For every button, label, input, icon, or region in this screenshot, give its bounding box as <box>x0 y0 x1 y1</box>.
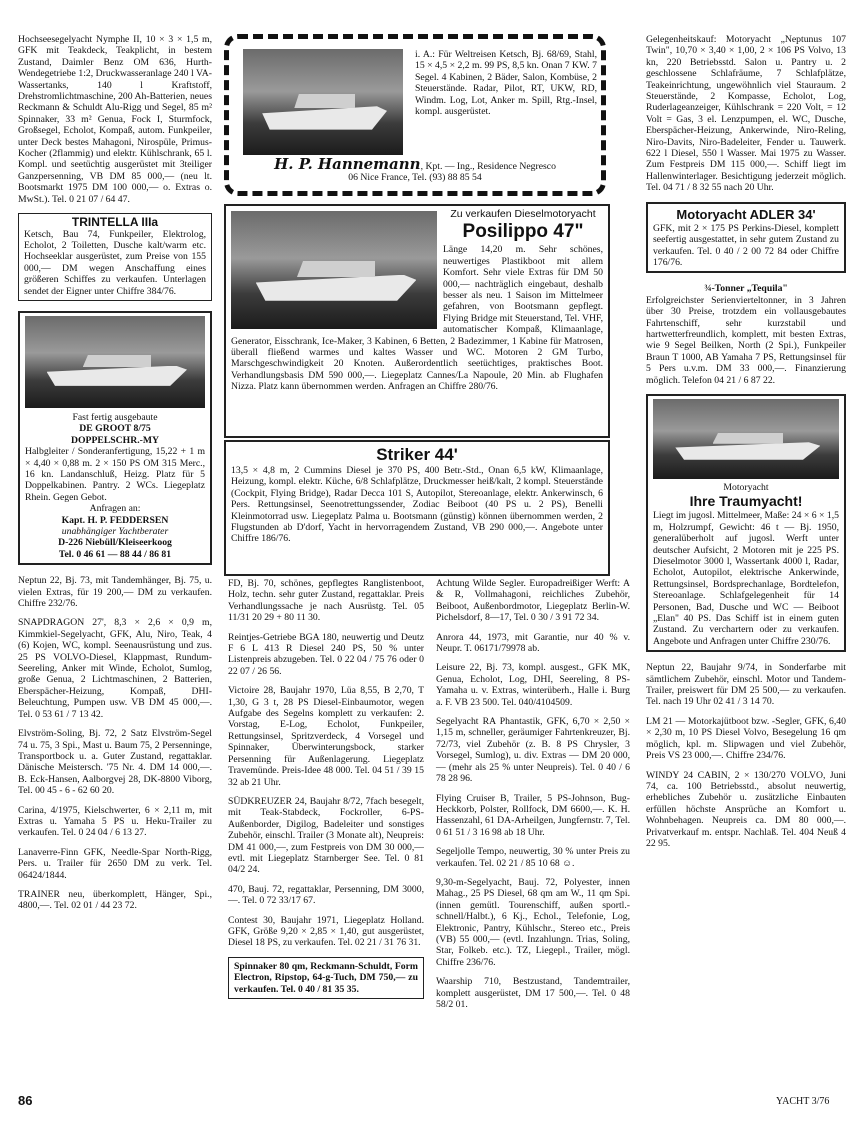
ad-snapdragon: SNAPDRAGON 27', 8,3 × 2,6 × 0,9 m, Kimmkiel-Segelyacht, GFK, Alu, Niro, Teak, 4 (6) Kojen, WC, kompl. Seenausrüstung und zus. 25 PS VOLVO-Diesel, Klappmast, Rundum-Seereling, Anker mit Winde, Echolot, Sumlog, große Genua, 2 Lichtmaschinen, 2 Batterien, Eberspächer-Heizung, Kompaß, DHI-Beleuchtung, Pumpen usw. VB DM 45 000,—. Tel. 0 53 61 / 7 13 42. <box>18 617 212 720</box>
ad-elvstrom: Elvström-Soling, Bj. 72, 2 Satz Elvström-Segel 74 u. 75, 3 Spi., Mast u. Baum 75, 2 Persenninge, Transportbock u. a. Guter Zustand, regattaklar. Dänische Meistersch. '75 Nr. 4. DM 14 000,—. B. Eck-Hansen, Aalborgvej 28, DK-8800 Viborg, Tel. 00 45 - 6 - 62 60 20. <box>18 728 212 797</box>
ad-neptun: Neptun 22, Bj. 73, mit Tandemhänger, Bj. 75, u. vielen Extras, für 19 200,— DM zu verkaufen. Chiffre 232/76. <box>18 575 212 610</box>
column-4 <box>646 34 846 857</box>
ad-windy: WINDY 24 CABIN, 2 × 130/270 VOLVO, Juni 74, ca. 100 Betriebsstd., absolut neuwertig, erhebliches Zubehör u. zusätzliche Einbauten erfüllen höchste Ansprüche an Komfort u. Wohnbehagen. Neupreis ca. DM 80 000,—. Privatverkauf m. entspr. Nachlaß. Tel. 404 Neuß 4 22 95. <box>646 769 846 849</box>
hannemann-name: H. P. Hannemann <box>274 155 421 173</box>
ad-posilippo <box>224 204 610 438</box>
ad-degroot <box>18 311 212 565</box>
degroot-contact-phone: Tel. 0 46 61 — 88 44 / 86 81 <box>58 548 172 560</box>
ad-traumyacht <box>646 394 846 652</box>
posilippo-text: Länge 14,20 m. Sehr schönes, neuwertiges Plastikboot mit allem Komfort. Sehr viele Extras für DM 50 000,— nachträglich eingebaut, deshalb besser als neu. 1 Saison im Mittelmeer gefahren, von Bootsmann gepflegt. Flying Bridge mit Steuerstand, Tel. VHF, automatischer Kompaß, Klimaanlage, Generator, Eisschrank, Ice-Maker, 3 Kabinen, 6 Betten, 2 Badezimmer, 1 Kabine für Matrosen, überall fließend warmes und kaltes Wasser und WC. Motoren 2 GM Turbo, Marschgeschwindigkeit 20 Knoten. Außerordentlich seetüchtiges, praktisches Boot. Verhandlungsbasis DM 590 000,—. Liegeplatz Cannes/La Napoule, 20 Min. ab Flughafen Nizza. Platz kann übernommen werden. Anfragen an Chiffre 280/76. <box>231 244 603 393</box>
hannemann-photo <box>243 49 403 155</box>
hannemann-name-suffix: , Kpt. — Ing., Residence Negresco <box>420 161 556 172</box>
ad-reintjes: Reintjes-Getriebe BGA 180, neuwertig und Deutz F 6 L 413 R Diesel 240 PS, 50 % unter Listenpreis abzugeben. Tel. 0 22 04 / 75 76 oder 0 22 07 / 26 56. <box>228 631 424 677</box>
ad-waarship: Waarship 710, Bestzustand, Tandemtrailer, komplett ausgerüstet, DM 17 500,—. Tel. 0 48 58/2 01. <box>436 976 630 1010</box>
posilippo-photo <box>231 211 437 329</box>
ad-trintella <box>18 213 212 301</box>
column-1 <box>18 34 212 920</box>
striker-text: 13,5 × 4,8 m, 2 Cummins Diesel je 370 PS, 400 Betr.-Std., Onan 6,5 kW, Klimaanlage, Heizung, kompl. elektr. Küche, 6/8 Schlafplätze, Druckmesser heiß/kalt, 2 kompl. Steuerstände (Cockpit, Flying Bridge), Radar Decca 101 S, Autopilot, Stereoanlage, elektr. Ankerwinsch, 6 Pers. Rettungsinsel, Seenotrettungssender, Zodiac Beiboot (40 PS u. 2 PS), Benelli Kleinmotorrad usw. Liegeplatz Palma u. Bootsmann (günstig) können übernommen werden, 2 Flugstunden ab D'dorf, Yacht in hervorragendem Zustand, VB 290 000,—. Angebote unter Chiffre 186/76. <box>231 465 603 545</box>
ad-trintella-title: TRINTELLA IIIa <box>71 215 159 230</box>
ad-contest: Contest 30, Baujahr 1971, Liegeplatz Holland. GFK, Größe 9,20 × 2,85 × 1,40, gut ausgerüstet, Diesel 18 PS, zu verkaufen. Tel. 02 21 / 31 76 31. <box>228 914 424 949</box>
adler-text: GFK, mit 2 × 175 PS Perkins-Diesel, komplett seefertig ausgestattet, in sehr gutem Zustand zu verkaufen. Tel. 0 40 / 2 00 72 84 oder Chiffre 176/76. <box>653 222 839 268</box>
posilippo-title: Posilippo 47" <box>462 221 584 243</box>
ad-neptunus: Gelegenheitskauf: Motoryacht „Neptunus 107 Twin", 10,70 × 3,40 × 1,00, 2 × 106 PS Volvo, 13 kn, 220 Betriebsstd. Salon u. Pantry u. 2 geschlossene Schlafräume, 7 Schlafplätze, Teakeinrichtung, ungewöhnlich viel Stauraum. 2 Steuerstände, 2 Kompasse, Echolot, Log, Ruderlageanzeiger, Kühlschrank = 220 Volt, = 12 Volt = Gas, 3 el. Lenzpumpen, el. WC, Dusche, Eberspächer-Heizung, Ankerwinde, Niro-Reling, Niro-Davits, Niro-Badeleiter, Fender u. Tauwerk. 622 l Diesel, 550 l Wasser. Mai 1975 zu Wasser. Zum Festpreis DM 115 000,—. Schiff liegt im Hallenwinterlager. Besichtigung jederzeit möglich. Tel. 04 71 / 8 32 55 nach 20 Uhr. <box>646 34 846 194</box>
striker-title: Striker 44' <box>376 445 458 464</box>
ad-anrora: Anrora 44, 1973, mit Garantie, nur 40 % v. Neupr. T. 06171/79978 ab. <box>436 631 630 655</box>
traumyacht-title: Ihre Traumyacht! <box>689 493 803 510</box>
traumyacht-photo <box>653 399 839 479</box>
ad-lm21: LM 21 — Motorkajütboot bzw. -Segler, GFK, 6,40 × 2,30 m, 10 PS Diesel Volvo, Besegelung 16 qm möglich, kpl. m. Slipwagen und viel Zubehör, Preis VS 23 000,—. Chiffre 234/76. <box>646 715 846 762</box>
degroot-text: Halbgleiter / Sonderanfertigung, 15,22 + 1 m × 4,40 × 0,88 m. 2 × 150 PS OM 315 Merc., 16 kn. Landanschluß, Heizg. Platz für 5 Doppelkabinen. Pantry. 2 WCs. Liegeplatz Rhein. Gegen Gebot. <box>25 446 205 503</box>
ad-adler <box>646 202 846 274</box>
ad-segelyacht: Segelyacht RA Phantastik, GFK, 6,70 × 2,50 × 1,15 m, schneller, geräumiger Fahrtenkreuzer, Bj. 72/73, viel Zubehör (z. B. 8 PS Chrysler, 3 Vorsegel, Sumlog), u. div. Extras — DM 20 000,— (mehr als 25 % unter Neupreis). Tel. 0 40 / 6 78 28 96. <box>436 716 630 785</box>
ad-flying-cruiser: Flying Cruiser B, Trailer, 5 PS-Johnson, Bug-Heckkorb, Polster, Rollfock, DM 6600,—. K. H. Hassenzahl, 61 DA-Arheilgen, Jungfernstr. 7, Tel. 0 61 51 / 3 16 98 ab 18 Uhr. <box>436 792 630 838</box>
hannemann-text: i. A.: Für Weltreisen Ketsch, Bj. 68/69, Stahl, 15 × 4,5 × 2,2 m. 99 PS, 8,5 kn. Onan 7 KW. 7 Segel. 4 Kabinen, 2 Bäder, Salon, Kombüse, 2 Steuerstände. Radar, Pilot, RT, UKW, RD, Windm. Log, Lot, Anker m. Spill, Rtg.-Insel, kompl. ausgerüstet. <box>415 49 597 118</box>
adler-title: Motoryacht ADLER 34' <box>676 206 816 222</box>
ad-achtung: Achtung Wilde Segler. Europadreißiger Werft: A & R, Vollmahagoni, reichliches Zubehör, Beiboot, Außenbordmotor, Liegeplatz Berlin-W. Pichelsdorf, 8—17, Tel. 0 30 / 3 91 72 34. <box>436 578 630 624</box>
ad-neptun-22: Neptun 22, Baujahr 9/74, in Sonderfarbe mit sämtlichem Zubehör, einschl. Motor und Tandem-Trailer, preiswert für DM 25 500,— zu verkaufen. Tel. nach 19 Uhr 02 41 / 3 14 70. <box>646 662 846 708</box>
traumyacht-head: Motoryacht <box>723 481 769 493</box>
ad-trintella-text: Ketsch, Bau 74, Funkpeiler, Elektrolog, Echolot, 2 Toiletten, Dusche kalt/warm etc. Hochseeklar ausgerüstet, zum Preise von 155 000,— DM wegen Anschaffung eines größeren Schiffes zu verkaufen. Unterlagen sendet der Eigner unter Chiffre 384/76. <box>24 228 206 297</box>
ad-segelyacht-930: 9,30-m-Segelyacht, Bauj. 72, Polyester, innen Mahag., 25 PS Diesel, 68 qm am W., 11 qm Spi. (innen gemütl. Tourenschiff, außen sportl.-schnell/Halbt.), 6 Kj., Echol., Telefonie, Log, Elektronic, Pantry, Kühlschr., Stereo etc., Preis (VB) 55 000,— (evtl. Inzahlungn. Trias, Soling, Star, Folkeb. etc.). TZ, Liegepl., Trailer, mögl. Chiffre 236/76. <box>436 876 630 968</box>
traumyacht-text: Liegt im jugosl. Mittelmeer, Maße: 24 × 6 × 1,5 m, Holzrumpf, Gewicht: 46 t — Bj. 1950, generalüberholt auf jugosl. Werft unter deutscher Aufsicht, 2 Motoren mit je 225 PS. Dieselmotor 3000 l, Wassertank 4000 l, Radar, Echolot, Autopilot, elektrische Ankerwinde, Rettungsinsel, Bordsprechanlage, Bordtelefon, Stereoanlage. Schlafgelegenheit für 14 Personen, Bad, Dusche und WC — Beiboot „Elan" 40 PS. Das Schiff ist in einem guten Zustand. Zu verchartern oder zu verkaufen. Angebote und Anfragen unter Chiffre 230/76. <box>653 510 839 647</box>
ad-lanaverre: Lanaverre-Finn GFK, Needle-Spar North-Rigg, Pers. u. Trailer für 2650 DM zu verk. Tel. 06424/1844. <box>18 846 212 881</box>
ad-spinnaker: Spinnaker 80 qm, Reckmann-Schuldt, Form Electron, Ripstop, 64-g-Tuch, DM 750,— zu verkaufen. Tel. 0 40 / 81 35 35. <box>228 957 424 999</box>
magazine-issue: YACHT 3/76 <box>776 1096 830 1107</box>
ad-suedkreuzer: SÜDKREUZER 24, Baujahr 8/72, 7fach besegelt, mit Teak-Stabdeck, Fockroller, 6-PS-Außenborder, Digilog, Badeleiter und sonstiges Zubehör, einschl. Trailer (3 Monate alt), Neupreis: DM 41 000,—, zum Festpreis von DM 30 000,— evtl. mit Liegeplatz Starnberger See. Tel. 0 81 04/2 24. <box>228 795 424 876</box>
degroot-contact-label: Anfragen an: <box>89 503 141 515</box>
ad-nymphe: Hochseesegelyacht Nymphe II, 10 × 3 × 1,5 m, GFK mit Teakdeck, Teakplicht, in bestem Zustand, Daimler Benz OM 636, Hurth-Wendegetriebe 1:2, Druckwasseranlage 240 l VA-Wassertanks, 140 l Kraftstoff, Drehstromlichtmaschine, 200 Ah-Batterien, neues Reckmann & Schuldt Alu-Rigg und Segel, 85 m² Spinnaker, 33 m² Genua, Fock I, Sturmfock, Großsegel, Echolot, Kompaß, autom. Funkpeiler, unter Deck bestes Mahagoni, Nirospüle, Primus-Kocher (2flammig) und elektr. Kühlschrank, 65 l. Kompl. und seetüchtig ausgerüstet mit 3teiliger Ganzpersenning, VB DM 85 000,— (neu lt. Bootsmarkt 1975 DM 100 000,— o. Extras o. MwSt.). Tel. 0 21 07 / 64 47. <box>18 34 212 205</box>
ad-leisure: Leisure 22, Bj. 73, kompl. ausgest., GFK MK, Genua, Echolot, Log, DHI, Seereling, 8 PS-Yamaha u. v. Extras, winterüberh., Halle i. Burg a. F. VB 23 500. Tel. 040/4104509. <box>436 662 630 708</box>
page-number: 86 <box>18 1093 33 1108</box>
column-2 <box>228 578 424 1009</box>
degroot-type: DOPPELSCHR.-MY <box>71 434 159 446</box>
column-3 <box>436 578 630 1018</box>
tequila-text: Erfolgreichster Serienvierteltonner, in 3 Jahren über 30 Preise, trotzdem ein vollausgebautes Fahrtenschiff, sehr kurzstabil und hartwetterfreundlich, komplett, mit besten Extras, wie 9 Segel Beilken, North (2 Spi.), Funkpeiler Braun T 1000, AB Yamaha 7 PS, Rettungsinsel für 5 Pers u.v.m. DM 33 000,—. Finanzierung möglich. Telefon 04 21 / 6 87 22. <box>646 294 846 386</box>
ad-tequila <box>646 283 846 386</box>
ad-victoire: Victoire 28, Baujahr 1970, Lüa 8,55, B 2,70, T 1,30, G 3 t, 28 PS Diesel-Einbaumotor, wegen Aufgabe des Segelns komplett zu verkaufen: 2. Vorstag, E-Log, Echolot, Funkpeiler, Rettungsinsel, Spritzverdeck, 4 Vorsegel und Spinnaker, Überwinterungsbock, starker Persenning für Außenlagerung. Liegeplatz Travemünde. Preis-Idee 48 000. Tel. 04 51 / 39 15 32 ab 21 Uhr. <box>228 685 424 788</box>
tequila-title: ¾-Tonner „Tequila" <box>704 283 788 295</box>
hannemann-address: 06 Nice France, Tel. (93) 88 85 54 <box>348 172 482 184</box>
ad-carina: Carina, 4/1975, Kielschwerter, 6 × 2,11 m, mit Extras u. Yamaha 5 PS u. Heku-Trailer zu verkaufen. Tel. 0 24 04 / 6 13 27. <box>18 804 212 839</box>
ad-fd: FD, Bj. 70, schönes, gepflegtes Ranglistenboot, Holz, techn. sehr guter Zustand, regattaklar. Preis Verhandlungssache je nach Ausrüstg. Tel. 05 11/31 20 29 + 80 11 30. <box>228 578 424 624</box>
degroot-head: Fast fertig ausgebaute <box>72 411 158 423</box>
ad-470: 470, Bauj. 72, regattaklar, Persenning, DM 3000,—. Tel. 0 72 33/17 67. <box>228 883 424 907</box>
degroot-contact-address: D-226 Niebüll/Kleiseerkoog <box>58 537 172 549</box>
degroot-photo <box>25 316 205 408</box>
degroot-contact-role: unabhängiger Yachtberater <box>61 526 169 537</box>
ad-hannemann <box>224 34 606 196</box>
degroot-name: DE GROOT 8/75 <box>79 423 151 435</box>
ad-trainer: TRAINER neu, überkomplett, Hänger, Spi., 4800,—. Tel. 02 01 / 44 23 72. <box>18 888 212 912</box>
hannemann-signature <box>229 155 601 184</box>
ad-striker <box>224 440 610 576</box>
ad-segeljolle: Segeljolle Tempo, neuwertig, 30 % unter Preis zu verkaufen. Tel. 02 21 / 85 10 68 ☺. <box>436 846 630 869</box>
posilippo-head: Zu verkaufen Dieselmotoryacht <box>450 208 596 220</box>
degroot-contact-name: Kapt. H. P. FEDDERSEN <box>61 514 169 526</box>
